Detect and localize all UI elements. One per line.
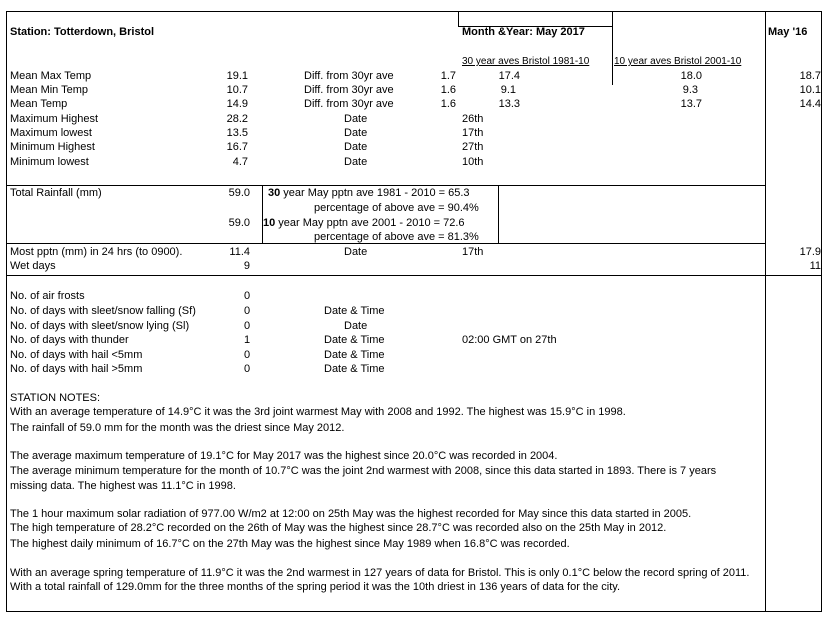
extreme-label: Maximum lowest [10, 127, 92, 139]
count-dt: Date & Time [324, 334, 385, 346]
note-line: The high temperature of 28.2°C recorded on the 26th of May was the highest since 28.7°C was recorded also on the 25th May in 2012. [10, 522, 667, 534]
count-value: 0 [244, 305, 251, 317]
may16-value: 10.1 [799, 84, 821, 96]
diff-value: 1.6 [440, 84, 456, 96]
ave10-value: 13.7 [680, 98, 702, 110]
note-line: missing data. The highest was 11.1°C in 1998. [10, 480, 236, 492]
date-value: 27th [462, 141, 484, 153]
count-dt: Date & Time [324, 305, 385, 317]
count-dt: Date & Time [324, 349, 385, 361]
may16-header: May '16 [768, 26, 808, 38]
divider-rain-left [262, 185, 263, 243]
extreme-value: 4.7 [232, 156, 248, 168]
date-label: Date [344, 141, 368, 153]
date-label: Date [344, 113, 368, 125]
temp-label: Mean Min Temp [10, 84, 89, 96]
notes-heading: STATION NOTES: [10, 392, 101, 404]
diff-label: Diff. from 30yr ave [304, 98, 394, 110]
extreme-value: 16.7 [226, 141, 248, 153]
count-value: 0 [244, 290, 251, 302]
ave10-value: 9.3 [682, 84, 698, 96]
diff-label: Diff. from 30yr ave [304, 70, 394, 82]
ave10-value: 18.0 [680, 70, 702, 82]
count-dt: Date & Time [324, 363, 385, 375]
note-line: The average maximum temperature of 19.1°C for May 2017 was the highest since 20.0°C was recorded in 2004. [10, 450, 558, 462]
temp-label: Mean Temp [10, 98, 68, 110]
date-label: Date [344, 156, 368, 168]
date-label: Date [344, 127, 368, 139]
may16-value: 14.4 [799, 98, 821, 110]
month-year: Month &Year: May 2017 [462, 26, 585, 38]
note-line: With a total rainfall of 129.0mm for the three months of the spring period it was the 10th driest in 136 years of data for the city. [10, 581, 621, 593]
date-value: 26th [462, 113, 484, 125]
count-value: 0 [244, 320, 251, 332]
rain-30yr-pct: percentage of above ave = 90.4% [314, 202, 479, 214]
wet-days-value: 9 [243, 260, 250, 272]
temp-value: 10.7 [226, 84, 248, 96]
count-value: 1 [244, 334, 251, 346]
note-line: The highest daily minimum of 16.7°C on the 27th May was the highest since May 1989 when 16.8°C was recorded. [10, 538, 570, 550]
rule-counts-top [6, 275, 822, 276]
ave30-value: 9.1 [500, 84, 516, 96]
date-value: 10th [462, 156, 484, 168]
divider-30yr [458, 11, 459, 27]
rain-10yr-bold: 10 [263, 217, 276, 229]
extreme-label: Maximum Highest [10, 113, 99, 125]
count-label: No. of days with hail >5mm [10, 363, 143, 375]
station-title: Station: Totterdown, Bristol [10, 26, 155, 38]
temp-value: 14.9 [226, 98, 248, 110]
aves-10yr-header: 10 year aves Bristol 2001-10 [614, 56, 742, 67]
note-line: The rainfall of 59.0 mm for the month was the driest since May 2012. [10, 422, 345, 434]
count-dt: Date [344, 320, 368, 332]
extreme-value: 13.5 [226, 127, 248, 139]
wet-days-may16: 11 [809, 260, 821, 272]
most-pptn-date: 17th [462, 246, 484, 258]
wet-days-label: Wet days [10, 260, 56, 272]
diff-value: 1.6 [440, 98, 456, 110]
divider-rain-right [498, 185, 499, 243]
count-label: No. of days with hail <5mm [10, 349, 143, 361]
extreme-label: Minimum Highest [10, 141, 95, 153]
note-line: With an average temperature of 14.9°C it was the 3rd joint warmest May with 2008 and 1992. The highest was 15.9°C in 1998. [10, 406, 626, 418]
date-value: 17th [462, 127, 484, 139]
count-label: No. of air frosts [10, 290, 85, 302]
divider-10yr [612, 11, 613, 85]
ave30-value: 13.3 [498, 98, 520, 110]
count-label: No. of days with sleet/snow falling (Sf) [10, 305, 196, 317]
extreme-value: 28.2 [226, 113, 248, 125]
most-pptn-label: Most pptn (mm) in 24 hrs (to 0900). [10, 246, 183, 258]
most-pptn-value: 11.4 [229, 246, 250, 258]
rainfall-label: Total Rainfall (mm) [10, 187, 102, 199]
rule-rain-top [6, 185, 766, 186]
rainfall-value-2: 59.0 [228, 217, 250, 229]
temp-label: Mean Max Temp [10, 70, 92, 82]
most-pptn-date-label: Date [344, 246, 368, 258]
rain-10yr-line [263, 217, 465, 230]
rainfall-value: 59.0 [228, 187, 250, 199]
diff-label: Diff. from 30yr ave [304, 84, 394, 96]
aves-30yr-header: 30 year aves Bristol 1981-10 [462, 56, 590, 67]
count-label: No. of days with sleet/snow lying (Sl) [10, 320, 190, 332]
temp-value: 19.1 [226, 70, 248, 82]
rain-30yr-text: year May pptn ave 1981 - 2010 = 65.3 [280, 187, 470, 199]
divider-may16 [765, 11, 766, 612]
rain-10yr-text: year May pptn ave 2001 - 2010 = 72.6 [275, 217, 465, 229]
note-line: The average minimum temperature for the month of 10.7°C was the joint 2nd warmest with 2008, since this data started in 1893. There is 7 years [10, 465, 717, 477]
count-value: 0 [244, 363, 251, 375]
count-value: 0 [244, 349, 251, 361]
most-pptn-may16: 17.9 [799, 246, 821, 258]
note-line: With an average spring temperature of 11.9°C it was the 2nd warmest in 127 years of data for Bristol. This is only 0.1°C below the record spring of 2011. [10, 567, 750, 579]
diff-value: 1.7 [440, 70, 456, 82]
count-extra: 02:00 GMT on 27th [462, 334, 557, 346]
ave30-value: 17.4 [498, 70, 520, 82]
count-label: No. of days with thunder [10, 334, 129, 346]
may16-value: 18.7 [799, 70, 821, 82]
rain-10yr-pct: percentage of above ave = 81.3% [314, 231, 479, 243]
rain-30yr-bold: 30 [268, 187, 281, 199]
rain-30yr-line [268, 187, 470, 200]
extreme-label: Minimum lowest [10, 156, 89, 168]
note-line: The 1 hour maximum solar radiation of 977.00 W/m2 at 12:00 on 25th May was the highest recorded for May since this data started in 2005. [10, 508, 692, 520]
